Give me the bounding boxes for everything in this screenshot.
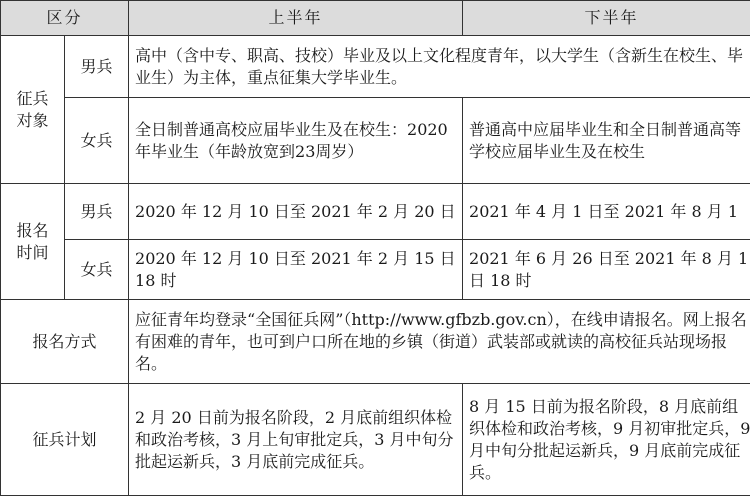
plan-second: 8 月 15 日前为报名阶段，8 月底前组织体检和政治考核，9 月初审批定兵，9 月中旬分批起运新兵，9 月底前完成征兵。 [463,384,750,496]
table-row [1,384,750,496]
target-female-second: 普通高中应届毕业生和全日制普通高等学校应届毕业生及在校生 [463,98,750,184]
header-row [1,1,750,36]
table-row [1,240,750,300]
category-target-label: 征兵对象 [16,88,49,130]
table-row [1,98,750,184]
target-female-first: 全日制普通高校应届毕业生及在校生：2020年毕业生（年龄放宽到23周岁） [129,98,463,184]
signup-method-text: 应征青年均登录“全国征兵网”（http://www.gfbzb.gov.cn），在线申请报名。网上报名有困难的青年，也可到户口所在地的乡镇（街道）武装部或就读的高校征兵站现场报名。 [129,300,750,384]
category-plan: 征兵计划 [1,384,129,496]
signup-male-second: 2021 年 4 月 1 日至 2021 年 8 月 1 [463,184,750,240]
category-signup-time [1,184,65,300]
table-row [1,300,750,384]
category-target [1,36,65,184]
table-row [1,184,750,240]
table-row [1,36,750,98]
signup-male-first: 2020 年 12 月 10 日至 2021 年 2 月 20 日 [129,184,463,240]
header-second-half: 下半年 [463,1,750,36]
signup-female-second: 2021 年 6 月 26 日至 2021 年 8 月 1 日 18 时 [463,240,750,300]
sub-male: 男兵 [65,184,129,240]
sub-female: 女兵 [65,240,129,300]
sub-female: 女兵 [65,98,129,184]
category-signup-method: 报名方式 [1,300,129,384]
signup-female-first: 2020 年 12 月 10 日至 2021 年 2 月 15 日 18 时 [129,240,463,300]
header-category: 区分 [1,1,129,36]
header-first-half: 上半年 [129,1,463,36]
sub-male: 男兵 [65,36,129,98]
target-male-text: 高中（含中专、职高、技校）毕业及以上文化程度青年，以大学生（含新生在校生、毕业生）为主体，重点征集大学毕业生。 [129,36,750,98]
plan-first: 2 月 20 日前为报名阶段，2 月底前组织体检和政治考核，3 月上旬审批定兵，3 月中旬分批起运新兵，3 月底前完成征兵。 [129,384,463,496]
category-signup-time-label: 报名时间 [16,220,49,262]
